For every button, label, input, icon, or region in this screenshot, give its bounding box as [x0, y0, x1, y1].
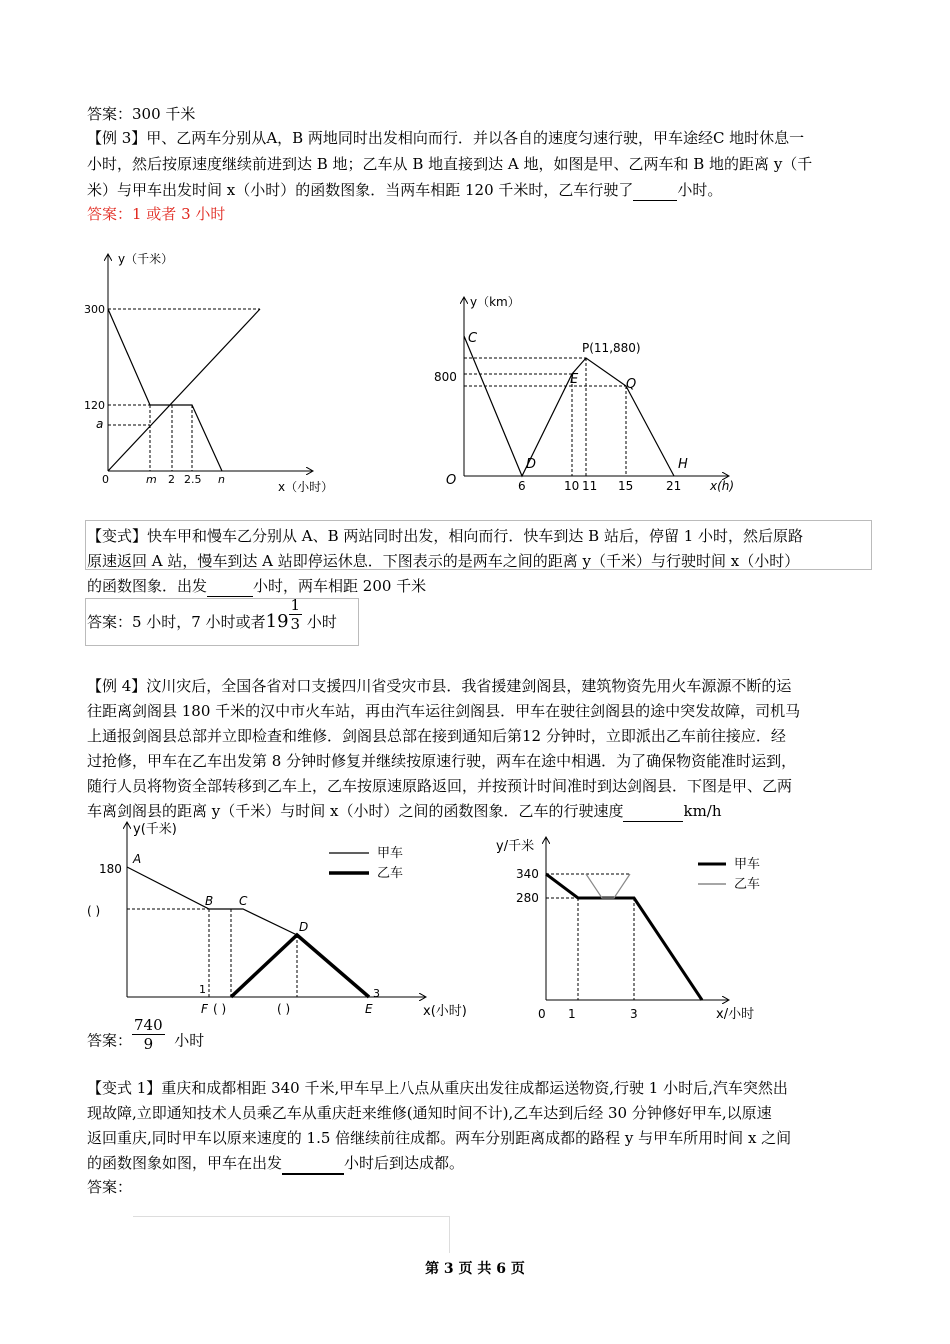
y-axis-label: y/千米	[496, 839, 535, 854]
graph-jianmen	[85, 815, 480, 1025]
legend-yi: 乙车	[734, 877, 761, 892]
ex4-line1: 【例 4】汶川灾后，全国各省对口支援四川省受灾市县．我省援建剑阁县，建筑物资先用火车源源不断的运	[87, 677, 792, 695]
series-yi	[586, 874, 630, 898]
y-tick-340: 340	[516, 867, 539, 881]
page-footer: 第 3 页 共 6 页	[425, 1261, 525, 1277]
answer-blank	[633, 180, 677, 201]
y-axis-label: y（千米）	[118, 252, 174, 266]
graph-chongqing	[490, 832, 790, 1027]
mixed-whole: 19	[265, 611, 289, 632]
answer-blank	[282, 1153, 344, 1175]
ex4-line6-text: 车离剑阁县的距离 y（千米）与时间 x（小时）之间的函数图象．乙车的行驶速度	[87, 802, 624, 820]
x-tick-15: 15	[618, 479, 634, 493]
x-axis-label: x（小时）	[278, 480, 334, 494]
series-yi	[231, 935, 369, 997]
legend-jia: 甲车	[734, 857, 761, 872]
ex3-line1: 【例 3】甲、乙两车分别从A，B 两地同时出发相向而行．并以各自的速度匀速行驶，甲车途经C 地时休息一	[87, 129, 805, 147]
ex4-line5: 随行人员将物资全部转移到乙车上，乙车按原速原路返回，并按预计时间准时到达剑阁县．下图是甲、乙两	[87, 777, 793, 795]
variant-line1: 【变式】快车甲和慢车乙分别从 A、B 两站同时出发，相向而行．快车到达 B 站后，停留 1 小时，然后原路	[87, 527, 804, 545]
variant1-line4-tail: 小时后到达成都。	[344, 1154, 465, 1172]
variant-line3-text: 的函数图象．出发	[87, 577, 208, 595]
x-tick-0: 0	[102, 473, 109, 486]
y-tick-180: 180	[99, 862, 122, 876]
y-axis-label: y（km）	[470, 295, 520, 309]
ex3-line2: 小时，然后按原速度继续前进到达 B 地；乙车从 B 地直接到达 A 地，如图是甲、乙两车和 B 地的距离 y（千	[87, 155, 813, 173]
y-tick-paren: ( )	[87, 904, 101, 918]
series-jia	[108, 309, 222, 471]
variant1-answer: 答案：	[87, 1178, 133, 1196]
ex4-line4: 过抢修，甲车在乙车出发第 8 分钟时修复并继续按原速行驶，两车在途中相遇．为了确保物资能准时运到，	[87, 752, 797, 770]
variant-answer-unit: 小时	[306, 613, 337, 631]
ex4-line6-unit: km/h	[683, 802, 722, 820]
variant1-line4	[87, 1153, 464, 1175]
graph-distance-time-2	[430, 290, 750, 500]
answer-blank	[207, 576, 253, 597]
x-axis-label: x/小时	[716, 1007, 755, 1022]
x-tick-m: m	[146, 473, 157, 486]
variant-answer-text: 答案：5 小时，7 小时或者	[87, 613, 266, 631]
x-tick-10: 10	[564, 479, 580, 493]
point-E: E	[365, 1002, 373, 1016]
point-P: P(11,880)	[582, 341, 641, 355]
variant-line3-tail: 小时，两车相距 200 千米	[253, 577, 427, 595]
fraction	[289, 596, 303, 633]
prev-answer: 答案：300 千米	[87, 105, 196, 123]
x-tick-3: 3	[630, 1007, 638, 1021]
ex4-answer-unit: 小时	[174, 1031, 205, 1050]
distance-series	[464, 336, 674, 476]
y-tick-300: 300	[84, 303, 105, 316]
fraction-numerator: 740	[134, 1016, 163, 1034]
empty-frame	[133, 1216, 450, 1253]
ex4-answer	[87, 1016, 205, 1053]
answer-blank	[623, 801, 683, 822]
point-D: D	[526, 457, 537, 472]
x-tick-paren-1: ( )	[213, 1002, 227, 1016]
y-tick-a: a	[96, 417, 104, 431]
series-yi	[108, 309, 260, 471]
variant1-line3: 返回重庆,同时甲车以原来速度的 1.5 倍继续前往成都。两车分别距离成都的路程 y 与甲车所用时间 x 之间	[87, 1129, 792, 1147]
x-tick-6: 6	[518, 479, 526, 493]
x-tick-paren-2: ( )	[277, 1002, 291, 1016]
x-tick-n: n	[218, 473, 225, 486]
origin-label: O	[446, 473, 457, 488]
point-A: A	[133, 852, 142, 866]
ex3-line3-tail: 小时。	[677, 181, 723, 199]
x-tick-11: 11	[582, 479, 598, 493]
series-jia	[127, 867, 369, 997]
x-axis-label: x(h)	[710, 479, 735, 493]
variant-answer	[87, 595, 337, 633]
ex3-answer: 答案：1 或者 3 小时	[87, 205, 226, 223]
x-tick-1: 1	[568, 1007, 576, 1021]
variant1-line2: 现故障,立即通知技术人员乘乙车从重庆赶来维修(通知时间不计),乙车达到后经 30 分钟修好甲车,以原速	[87, 1104, 772, 1122]
point-C: C	[239, 894, 248, 908]
fraction-denominator: 3	[290, 614, 301, 633]
x-tick-2: 2	[168, 473, 175, 486]
x-tick-2-5: 2.5	[184, 473, 202, 486]
variant1-line4-text: 的函数图象如图，甲车在出发	[87, 1154, 283, 1172]
ex4-line2: 往距离剑阁县 180 千米的汉中市火车站，再由汽车运往剑阁县．甲车在驶往剑阁县的途中突发故障，司机马	[87, 702, 801, 720]
point-D: D	[299, 920, 309, 934]
ex4-answer-text: 答案：	[87, 1031, 133, 1050]
ex3-line3	[87, 180, 722, 201]
point-B: B	[205, 894, 214, 908]
fraction	[132, 1016, 165, 1053]
variant-line2: 原速返回 A 站，慢车到达 A 站即停运休息．下图表示的是两车之间的距离 y（千米）与行驶时间 x（小时）	[87, 552, 800, 570]
fraction-numerator: 1	[290, 595, 301, 614]
point-Q: Q	[626, 377, 637, 392]
y-tick-800: 800	[434, 370, 457, 384]
variant1-line1: 【变式 1】重庆和成都相距 340 千米,甲车早上八点从重庆出发往成都运送物资,行驶 1 小时后,汽车突然出	[87, 1079, 788, 1097]
point-H: H	[678, 457, 688, 472]
point-C: C	[468, 331, 478, 346]
legend-jia: 甲车	[377, 846, 404, 861]
series-jia	[546, 874, 702, 1000]
y-tick-120: 120	[84, 399, 105, 412]
x-tick-1: 1	[199, 983, 206, 996]
fraction-denominator: 9	[143, 1035, 154, 1053]
variant-line3	[87, 576, 426, 597]
graph-distance-time-1	[80, 245, 360, 500]
x-tick-0: 0	[538, 1007, 546, 1021]
x-tick-21: 21	[666, 479, 682, 493]
point-F: F	[201, 1002, 208, 1016]
legend-yi: 乙车	[377, 866, 404, 881]
ex4-line3: 上通报剑阁县总部并立即检查和维修．剑阁县总部在接到通知后第12 分钟时，立即派出乙车前往接应．经	[87, 727, 786, 745]
ex3-line3-text: 米）与甲车出发时间 x（小时）的函数图象．当两车相距 120 千米时，乙车行驶了	[87, 181, 634, 199]
x-axis-label: x(小时)	[423, 1004, 467, 1019]
y-tick-280: 280	[516, 891, 539, 905]
y-axis-label: y(千米)	[133, 822, 177, 837]
x-tick-3: 3	[373, 987, 380, 1000]
point-E: E	[570, 372, 579, 387]
